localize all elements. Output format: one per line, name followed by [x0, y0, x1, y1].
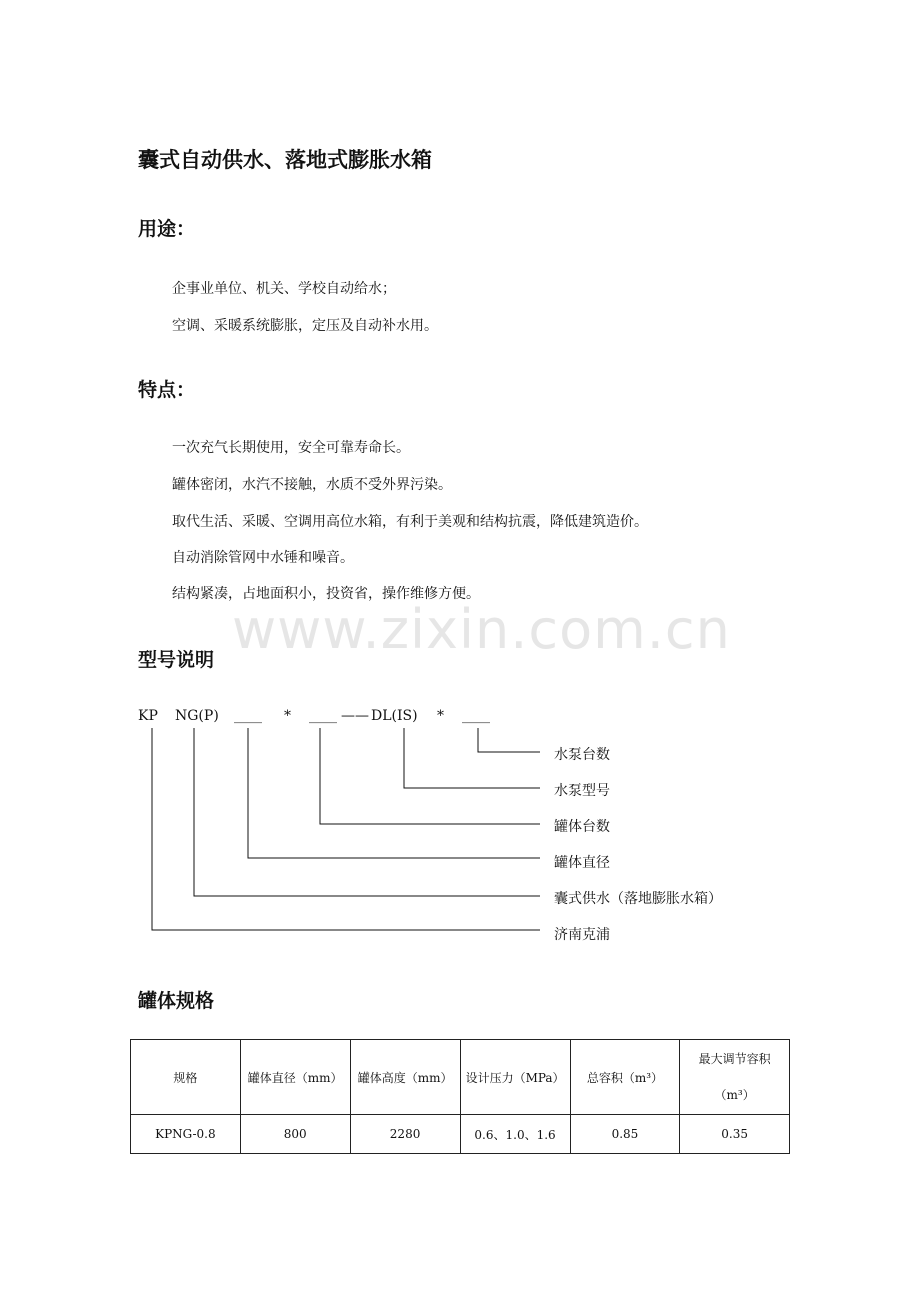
usage-heading: 用途：: [138, 218, 196, 240]
usage-item: 空调、采暖系统膨胀，定压及自动补水用。: [172, 318, 438, 334]
connector-line: [404, 728, 540, 788]
label-tank-diameter: 罐体直径: [554, 855, 610, 871]
model-heading: 型号说明: [138, 649, 215, 671]
feature-item: 罐体密闭，水汽不接触，水质不受外界污染。: [172, 477, 452, 493]
table-header-row: [131, 1040, 790, 1115]
feature-item: 自动消除管网中水锤和噪音。: [172, 550, 354, 566]
code-ng: NG(P): [175, 708, 219, 724]
table-cell: KPNG-0.8: [131, 1115, 241, 1154]
spec-heading: 罐体规格: [138, 990, 215, 1012]
code-star: *: [284, 708, 291, 724]
code-blank: ____: [234, 708, 262, 724]
connector-lines: [130, 700, 770, 950]
header-cell: 总容积（m³）: [570, 1040, 680, 1115]
table-row: [131, 1115, 790, 1154]
label-bladder-supply: 囊式供水（落地膨胀水箱）: [554, 891, 722, 907]
header-cell-line: （m³）: [714, 1088, 755, 1102]
header-cell: 规格: [131, 1040, 241, 1115]
table-cell: 0.6、1.0、1.6: [460, 1115, 570, 1154]
connector-line: [478, 728, 540, 752]
label-pump-model: 水泵型号: [554, 783, 610, 799]
table-cell: 0.85: [570, 1115, 680, 1154]
table-cell: 800: [240, 1115, 350, 1154]
connector-line: [152, 728, 540, 930]
feature-item: 结构紧凑，占地面积小，投资省，操作维修方便。: [172, 586, 480, 602]
header-cell: 罐体高度（mm）: [350, 1040, 460, 1115]
code-dl: DL(IS): [371, 708, 418, 724]
connector-line: [248, 728, 540, 858]
features-heading: 特点：: [138, 379, 196, 401]
label-tank-count: 罐体台数: [554, 819, 610, 835]
code-blank: ____: [309, 708, 337, 724]
label-pump-count: 水泵台数: [554, 747, 610, 763]
header-cell: 设计压力（MPa）: [460, 1040, 570, 1115]
connector-line: [320, 728, 540, 824]
header-cell: [680, 1040, 790, 1115]
page-title: 囊式自动供水、落地式膨胀水箱: [138, 148, 432, 172]
header-cell: 罐体直径（mm）: [240, 1040, 350, 1115]
model-code-diagram: [130, 700, 770, 950]
code-kp: KP: [138, 708, 158, 724]
usage-item: 企事业单位、机关、学校自动给水；: [172, 281, 396, 297]
code-star: *: [437, 708, 444, 724]
code-dash: ——: [341, 708, 369, 724]
feature-item: 一次充气长期使用，安全可靠寿命长。: [172, 440, 410, 456]
label-brand: 济南克浦: [554, 927, 610, 943]
table-cell: 0.35: [680, 1115, 790, 1154]
code-blank: ____: [462, 708, 490, 724]
watermark: www.zixin.com.cn: [232, 598, 731, 661]
spec-table: [130, 1039, 790, 1154]
header-cell-line: 最大调节容积: [698, 1052, 771, 1066]
table-cell: 2280: [350, 1115, 460, 1154]
connector-line: [194, 728, 540, 896]
feature-item: 取代生活、采暖、空调用高位水箱，有利于美观和结构抗震，降低建筑造价。: [172, 514, 648, 530]
